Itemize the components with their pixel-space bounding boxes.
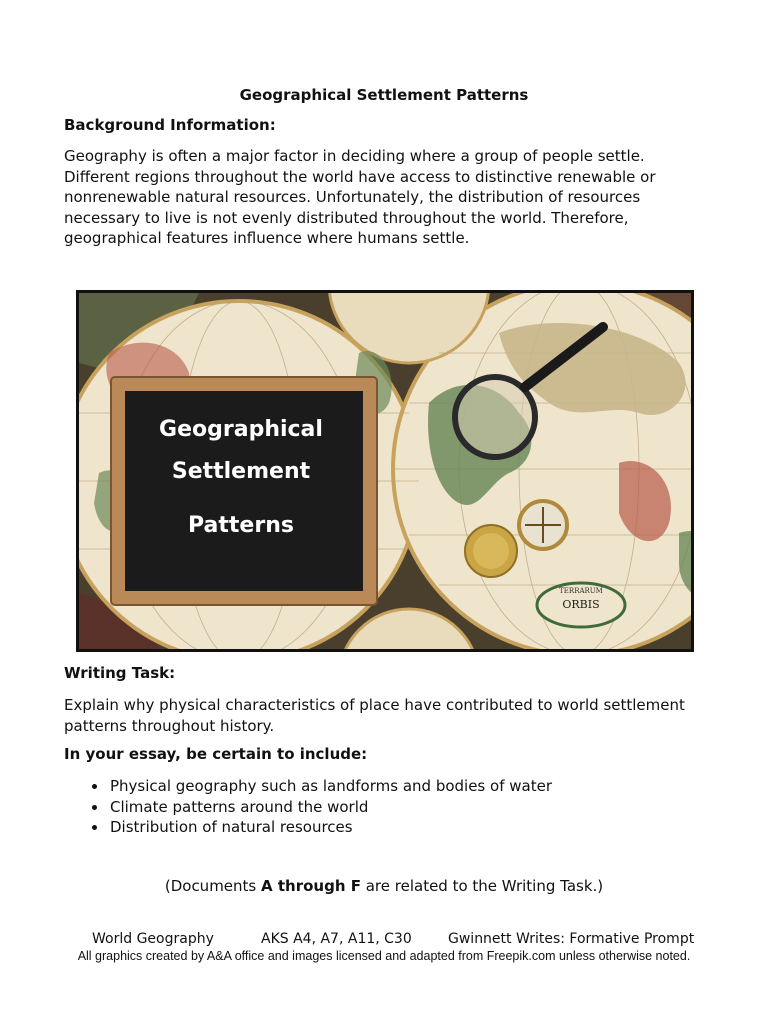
writing-task-heading: Writing Task: <box>64 664 176 682</box>
background-heading: Background Information: <box>64 116 276 134</box>
hero-image <box>76 290 694 652</box>
footer-program: Gwinnett Writes: Formative Prompt <box>448 931 695 947</box>
svg-text:TERRARUM: TERRARUM <box>559 587 603 595</box>
background-paragraph: Geography is often a major factor in deciding where a group of people settle. Different regions throughout the world have access to distinctive renewable or nonrenewable natural resources. Unfortunately, the distribution of resources necessary to live is not evenly distributed throughout the world. Therefore, geographical features influence where humans settle. <box>64 147 656 247</box>
chalkboard-line-2: Settlement <box>171 459 311 484</box>
writing-task-paragraph: Explain why physical characteristics of place have contributed to world settlement patterns throughout history. <box>64 696 685 735</box>
list-item: • Distribution of natural resources <box>108 817 552 838</box>
documents-note: (Documents A through F are related to the Writing Task.) <box>164 877 604 895</box>
svg-text:ORBIS: ORBIS <box>562 598 600 611</box>
include-heading: In your essay, be certain to include: <box>64 745 368 763</box>
list-item: • Climate patterns around the world <box>108 797 552 818</box>
list-item: • Physical geography such as landforms and bodies of water <box>108 776 552 797</box>
page-title: Geographical Settlement Patterns <box>239 86 529 104</box>
chalkboard-line-3: Patterns <box>188 513 294 538</box>
include-list <box>64 776 552 838</box>
footer-standards: AKS A4, A7, A11, C30 <box>261 931 412 947</box>
footer-credit: All graphics created by A&A office and images licensed and adapted from Freepik.com unless otherwise noted. <box>77 949 691 963</box>
chalkboard-line-1: Geographical <box>159 417 323 442</box>
footer-course: World Geography <box>92 931 214 947</box>
